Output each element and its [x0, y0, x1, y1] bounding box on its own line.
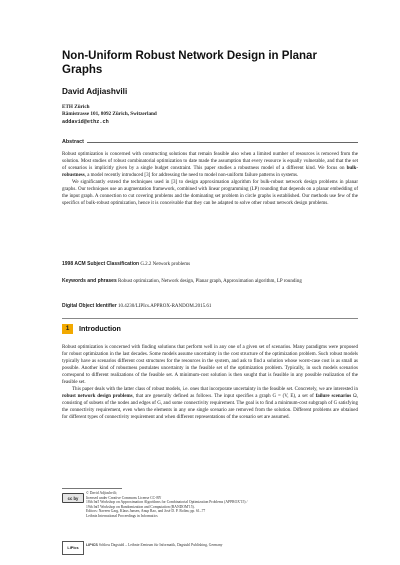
intro-paragraph: Robust optimization is concerned with finding solutions that perform well in any one of a given set of scenarios. Many paradigms were proposed for robust optimization in the last decades. Some models assume uncertainty in the cost structure of the optimization problem. Such robust models typically have as scenarios different cost structures for the resources in the system, and ask to find a solution whose worst-case cost is as small as possible. Another kind of robustness postulates uncertainty in the feasible set of the optimization problem. Typically, in such models scenarios correspond to different realizations of the feasible set. A minimum-cost solution is then sought that is feasible in any possible realization of the feasible set. [62, 345, 358, 385]
footer-rule [62, 488, 122, 489]
lipics-label: LIPICS [86, 543, 98, 547]
text-run: , that are generally defined as follows. The input specifies a graph G = (V, E), a set of [132, 393, 316, 399]
text-run: Robust optimization is concerned with constructing solutions that remain feasible also when a limited number of resources is removed from the solution. Most studies of robust combinatorial optimization to date made the assumption that every resource is equally vulnerable, and that the set of scenarios is implicitly given by a single budget constraint. This paper studies a robustness model of a different kind. We focus on [62, 152, 358, 171]
lipics-logo: LIPIcs [62, 541, 84, 555]
doi-label: Digital Object Identifier [62, 303, 117, 309]
institution: ETH Zürich [62, 104, 90, 110]
acm-label: 1998 ACM Subject Classification [62, 261, 140, 267]
footer-line: © David Adjiashvili; [86, 491, 117, 495]
footer-line: 18th Int'l Workshop on Approximation Algorithms for Combinatorial Optimization Problems (APPROX'15) / [86, 500, 248, 505]
paper-title [62, 49, 358, 77]
text-run: Ω, consisting of subsets of the nodes and edges of G, and some connectivity requirement. The goal is to find a minimum-cost subgraph of G satisfying the connectivity requirement, even when the elements in any one single scenario are removed from the solution. Different problems are obtained for different types of connectivity requirement and when different representations of the scenario set are assumed. [62, 393, 359, 420]
title-line: Graphs [62, 64, 103, 76]
doi [62, 303, 358, 311]
text-run: This paper deals with the latter class of robust models, i.e. ones that incorporate uncertainty in the feasible set. Concretely, we are interested in [72, 386, 358, 392]
text-run: , a model recently introduced [3] for addressing the need to model non-uniform failure patterns in systems. [84, 172, 299, 178]
affiliation [62, 104, 358, 126]
abstract-paragraph [62, 152, 358, 180]
keywords-label: Keywords and phrases [62, 278, 117, 284]
keywords [62, 278, 358, 286]
bold-term: bulk-robustness [62, 165, 358, 178]
introduction-text [62, 345, 358, 421]
keywords-value: Robust optimization, Network design, Planar graph, Approximation algorithm, LP rounding [118, 279, 302, 284]
section-heading [62, 324, 358, 334]
acm-classification [62, 261, 358, 269]
publisher-name: Schloss Dagstuhl – Leibniz-Zentrum für Informatik, Dagstuhl Publishing, Germany [98, 543, 223, 547]
footer-line: 19th Int'l Workshop on Randomization and Computation (RANDOM'15). [86, 504, 195, 509]
address: Rämistrasse 101, 8092 Zürich, Switzerland [62, 111, 157, 118]
footer-line: licensed under Creative Commons License CC-BY [86, 495, 162, 500]
section-rule [62, 318, 358, 319]
abstract-paragraph: We significantly extend the techniques used in [3] to design approximation algorithm for bulk-robust network design problems in planar graphs. Our techniques use an augmentation framework, combined with linear programming (LP) rounding that depends on a planar embedding of the input graph. A connection to cut covering problems and the dominating set problem in circle graphs is established. Our methods use few of the specifics of bulk-robust optimization, hence it is conceivable that they can be adapted to solve other robust network design problems. [62, 179, 358, 206]
cc-by-badge: cc by [62, 493, 84, 503]
title-line: Non-Uniform Robust Network Design in Planar [62, 50, 317, 62]
author-name: David Adjiashvili [62, 87, 128, 96]
intro-paragraph [62, 387, 358, 422]
abstract-label: Abstract [62, 139, 87, 145]
footer-line: Leibniz International Proceedings in Informatics [86, 513, 158, 518]
bold-term: failure scenarios [315, 393, 352, 399]
doi-value[interactable]: 10.4230/LIPIcs.APPROX-RANDOM.2015.61 [117, 304, 212, 309]
publisher-line [86, 543, 358, 548]
email: addavid@ethz.ch [62, 118, 109, 125]
section-number: 1 [62, 324, 73, 334]
copyright-block [86, 491, 358, 518]
bold-term: robust network design problems [62, 393, 133, 399]
acm-value: G.2.2 Network problems [140, 262, 191, 267]
section-title: Introduction [79, 324, 121, 333]
abstract-text [62, 152, 358, 208]
footer-line: Editors: Naveen Garg, Klaus Jansen, Anup Rao, and José D. P. Rolim; pp. 61–77 [86, 509, 206, 514]
abstract-rule [62, 139, 358, 145]
